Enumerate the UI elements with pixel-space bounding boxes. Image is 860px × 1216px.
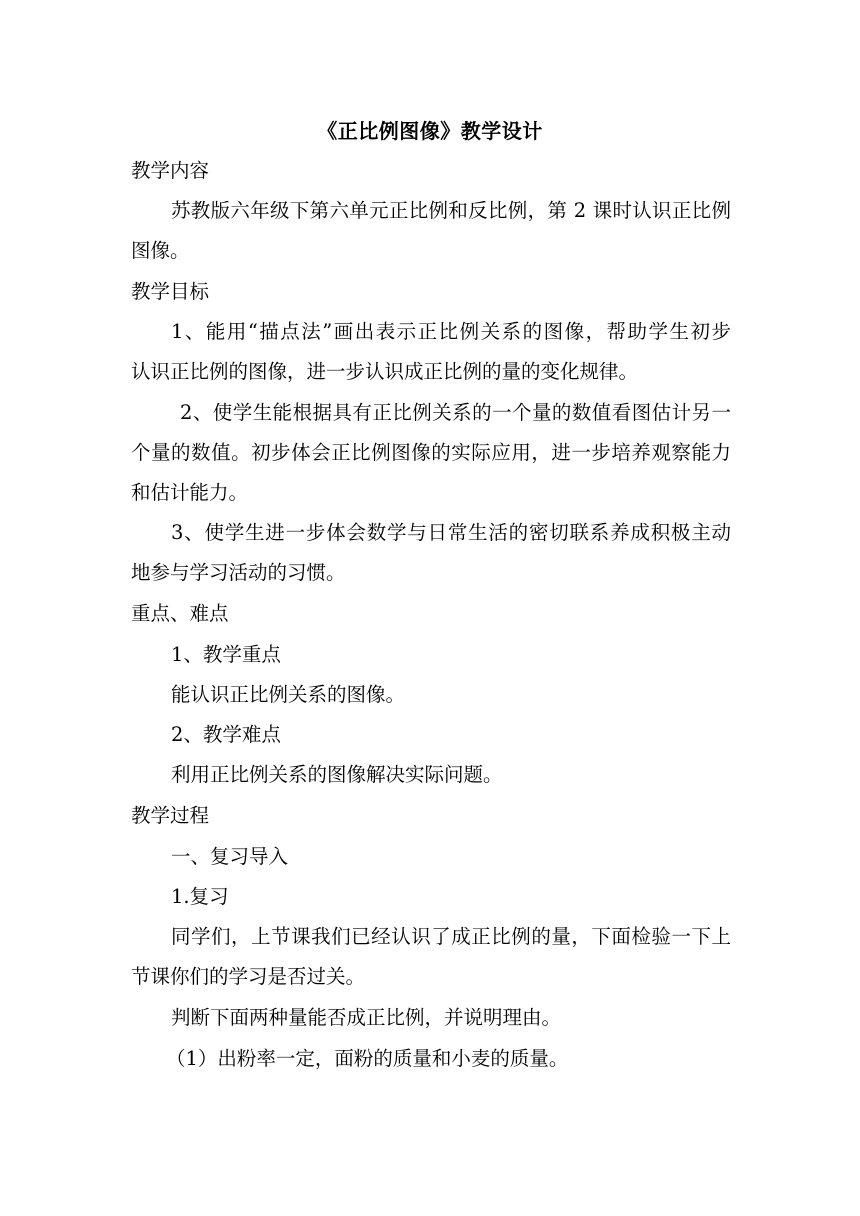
paragraph-line: 2、使学生能根据具有正比例关系的一个量的数值看图估计另一 bbox=[180, 401, 731, 424]
paragraph-line: 地参与学习活动的习惯。 bbox=[131, 561, 346, 584]
paragraph-line: 利用正比例关系的图像解决实际问题。 bbox=[171, 763, 503, 786]
sub-heading: 1、教学重点 bbox=[171, 643, 281, 666]
paragraph-line: 节课你们的学习是否过关。 bbox=[131, 965, 366, 988]
paragraph-line: 3、使学生进一步体会数学与日常生活的密切联系养成积极主动 bbox=[171, 521, 731, 544]
paragraph-line: 和估计能力。 bbox=[131, 481, 249, 504]
question-item: （1）出粉率一定，面粉的质量和小麦的质量。 bbox=[166, 1047, 569, 1070]
paragraph-line: 苏教版六年级下第六单元正比例和反比例，第 2 课时认识正比例 bbox=[171, 199, 731, 222]
paragraph-line: 认识正比例的图像，进一步认识成正比例的量的变化规律。 bbox=[131, 360, 639, 383]
sub-heading: 1.复习 bbox=[171, 885, 229, 908]
paragraph-line: 1、能用“描点法”画出表示正比例关系的图像，帮助学生初步 bbox=[171, 320, 731, 343]
section-heading-content: 教学内容 bbox=[131, 159, 210, 182]
section-heading-process: 教学过程 bbox=[131, 804, 210, 827]
section-heading-focus: 重点、难点 bbox=[131, 602, 229, 625]
sub-heading: 2、教学难点 bbox=[171, 723, 281, 746]
paragraph-line: 图像。 bbox=[131, 239, 190, 262]
paragraph-line: 同学们，上节课我们已经认识了成正比例的量，下面检验一下上 bbox=[171, 925, 731, 948]
sub-heading: 一、复习导入 bbox=[171, 845, 289, 868]
paragraph-line: 判断下面两种量能否成正比例，并说明理由。 bbox=[171, 1006, 562, 1029]
document-title: 《正比例图像》教学设计 bbox=[317, 119, 543, 143]
paragraph-line: 能认识正比例关系的图像。 bbox=[171, 683, 406, 706]
paragraph-line: 个量的数值。初步体会正比例图像的实际应用，进一步培养观察能力 bbox=[131, 441, 731, 464]
section-heading-goals: 教学目标 bbox=[131, 280, 210, 303]
